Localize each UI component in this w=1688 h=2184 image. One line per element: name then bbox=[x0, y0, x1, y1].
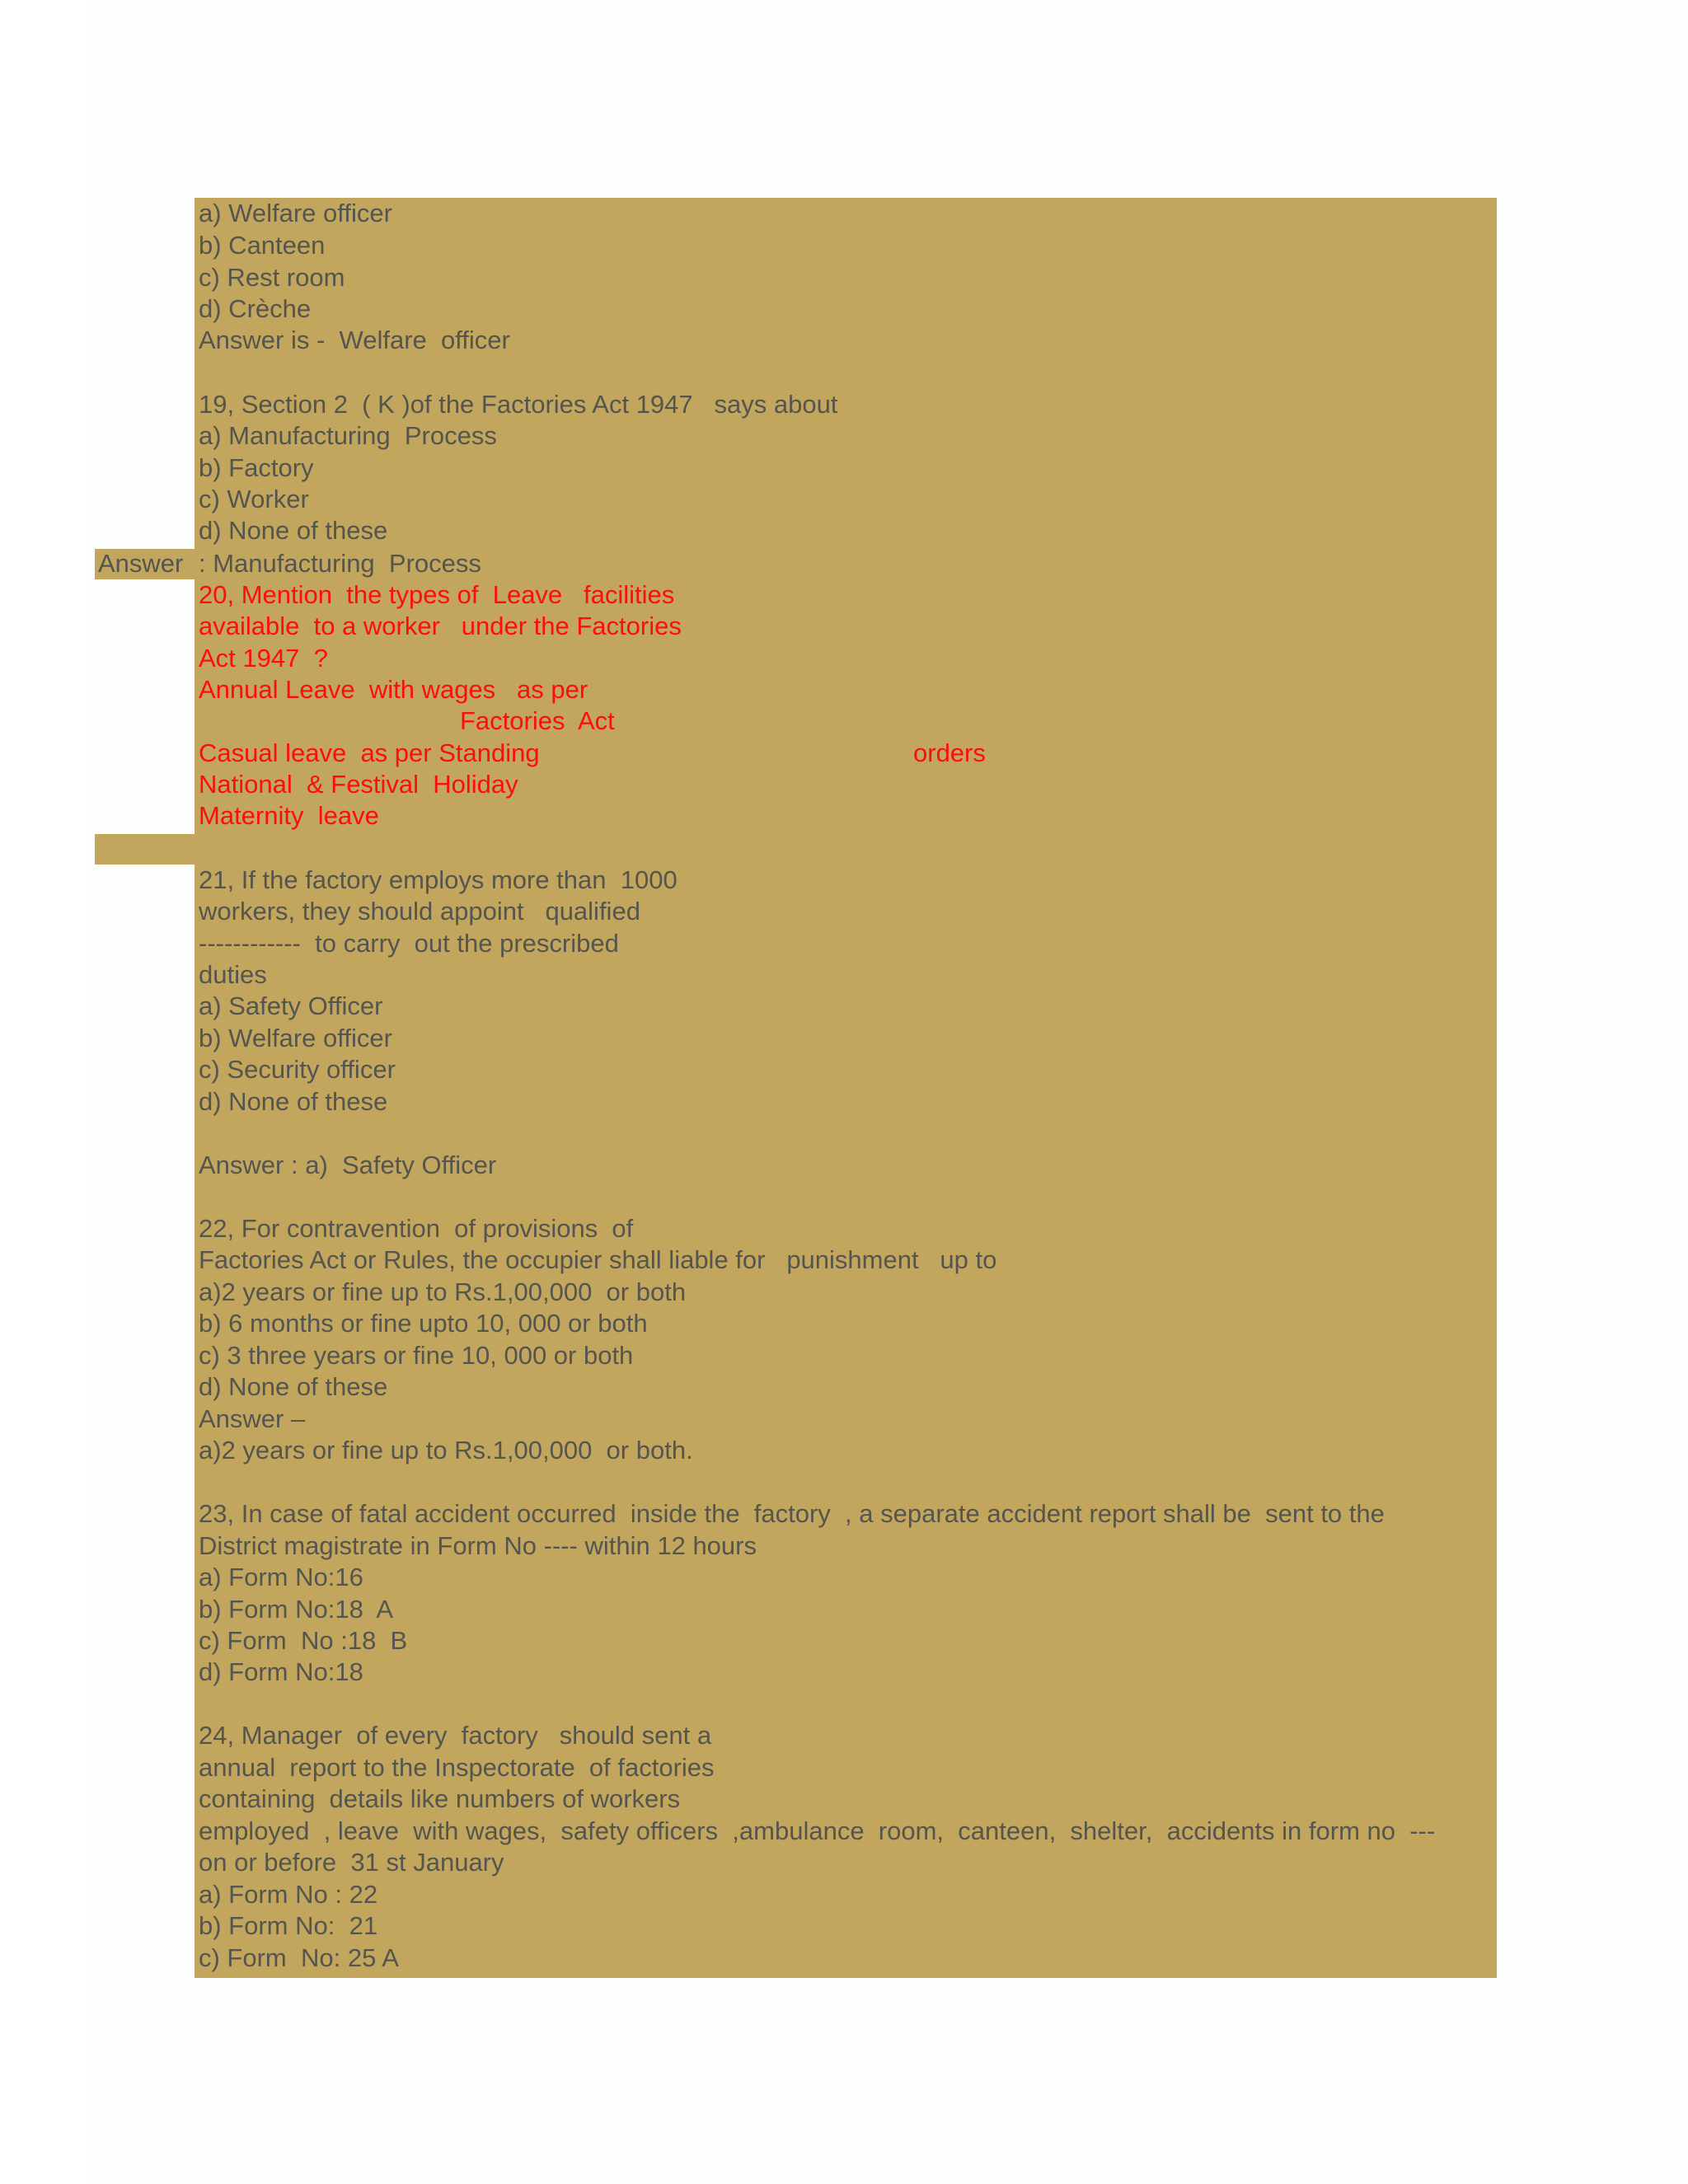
q24-question-line: annual report to the Inspectorate of factories bbox=[199, 1753, 715, 1782]
highlighted-content-panel bbox=[195, 198, 1497, 1978]
q21-option-c: c) Security officer bbox=[199, 1055, 396, 1084]
q21-question-line: 21, If the factory employs more than 1000 bbox=[199, 865, 678, 894]
q18-answer: Answer is - Welfare officer bbox=[199, 326, 510, 354]
q19-option-b: b) Factory bbox=[199, 453, 314, 482]
q19-option-c: c) Worker bbox=[199, 485, 309, 513]
q20-answer-line: orders bbox=[913, 738, 986, 767]
q21-option-d: d) None of these bbox=[199, 1087, 388, 1116]
q22-question-line: 22, For contravention of provisions of bbox=[199, 1214, 634, 1243]
q22-answer-line: Answer – bbox=[199, 1404, 306, 1433]
q21-question-line: duties bbox=[199, 960, 267, 989]
q21-answer: Answer : a) Safety Officer bbox=[199, 1151, 497, 1179]
q23-question-line: 23, In case of fatal accident occurred inside the factory , a separate accident report shall be sent to the bbox=[199, 1499, 1385, 1528]
q22-question-line: Factories Act or Rules, the occupier shall liable for punishment up to bbox=[199, 1245, 997, 1274]
q24-option-c: c) Form No: 25 A bbox=[199, 1943, 399, 1972]
q24-option-a: a) Form No : 22 bbox=[199, 1880, 378, 1909]
q22-option-c: c) 3 three years or fine 10, 000 or both bbox=[199, 1341, 634, 1370]
q24-question-line: on or before 31 st January bbox=[199, 1848, 504, 1877]
q19-answer-label: Answer bbox=[98, 549, 184, 578]
q20-answer-line: Casual leave as per Standing bbox=[199, 738, 540, 767]
blank-highlight-strip bbox=[95, 834, 198, 865]
q20-question-line: Act 1947 ? bbox=[199, 644, 328, 673]
q18-option-b: b) Canteen bbox=[199, 231, 326, 260]
q22-option-d: d) None of these bbox=[199, 1372, 388, 1401]
q20-answer-line: National & Festival Holiday bbox=[199, 770, 518, 799]
q24-question-line: employed , leave with wages, safety officers ,ambulance room, canteen, shelter, accidents in form no --- bbox=[199, 1816, 1436, 1845]
q22-answer-line: a)2 years or fine up to Rs.1,00,000 or both. bbox=[199, 1436, 693, 1465]
q20-question-line: available to a worker under the Factories bbox=[199, 612, 682, 640]
q23-option-d: d) Form No:18 bbox=[199, 1657, 363, 1686]
q19-answer-value: : Manufacturing Process bbox=[199, 549, 481, 578]
q20-answer-line: Annual Leave with wages as per bbox=[199, 675, 588, 704]
q23-option-c: c) Form No :18 B bbox=[199, 1626, 408, 1655]
q21-question-line: workers, they should appoint qualified bbox=[199, 897, 640, 926]
q20-answer-line: Factories Act bbox=[460, 706, 615, 735]
q22-option-b: b) 6 months or fine upto 10, 000 or both bbox=[199, 1309, 648, 1338]
q23-question-line: District magistrate in Form No ---- within 12 hours bbox=[199, 1531, 757, 1560]
q22-option-a: a)2 years or fine up to Rs.1,00,000 or both bbox=[199, 1277, 687, 1306]
q20-answer-line: Maternity leave bbox=[199, 801, 379, 830]
q21-option-a: a) Safety Officer bbox=[199, 991, 383, 1020]
q20-question-line: 20, Mention the types of Leave facilities bbox=[199, 580, 675, 609]
q21-option-b: b) Welfare officer bbox=[199, 1024, 392, 1052]
q24-question-line: 24, Manager of every factory should sent a bbox=[199, 1721, 712, 1750]
q19-option-d: d) None of these bbox=[199, 516, 388, 545]
q21-question-line: ------------ to carry out the prescribed bbox=[199, 929, 619, 958]
q18-option-a: a) Welfare officer bbox=[199, 199, 392, 227]
q24-option-b: b) Form No: 21 bbox=[199, 1911, 378, 1940]
q19-option-a: a) Manufacturing Process bbox=[199, 421, 497, 450]
q18-option-d: d) Crèche bbox=[199, 294, 312, 323]
q23-option-b: b) Form No:18 A bbox=[199, 1595, 394, 1624]
q18-option-c: c) Rest room bbox=[199, 263, 345, 292]
q19-question: 19, Section 2 ( K )of the Factories Act 1947 says about bbox=[199, 390, 838, 419]
q23-option-a: a) Form No:16 bbox=[199, 1563, 363, 1591]
q24-question-line: containing details like numbers of workers bbox=[199, 1784, 681, 1813]
